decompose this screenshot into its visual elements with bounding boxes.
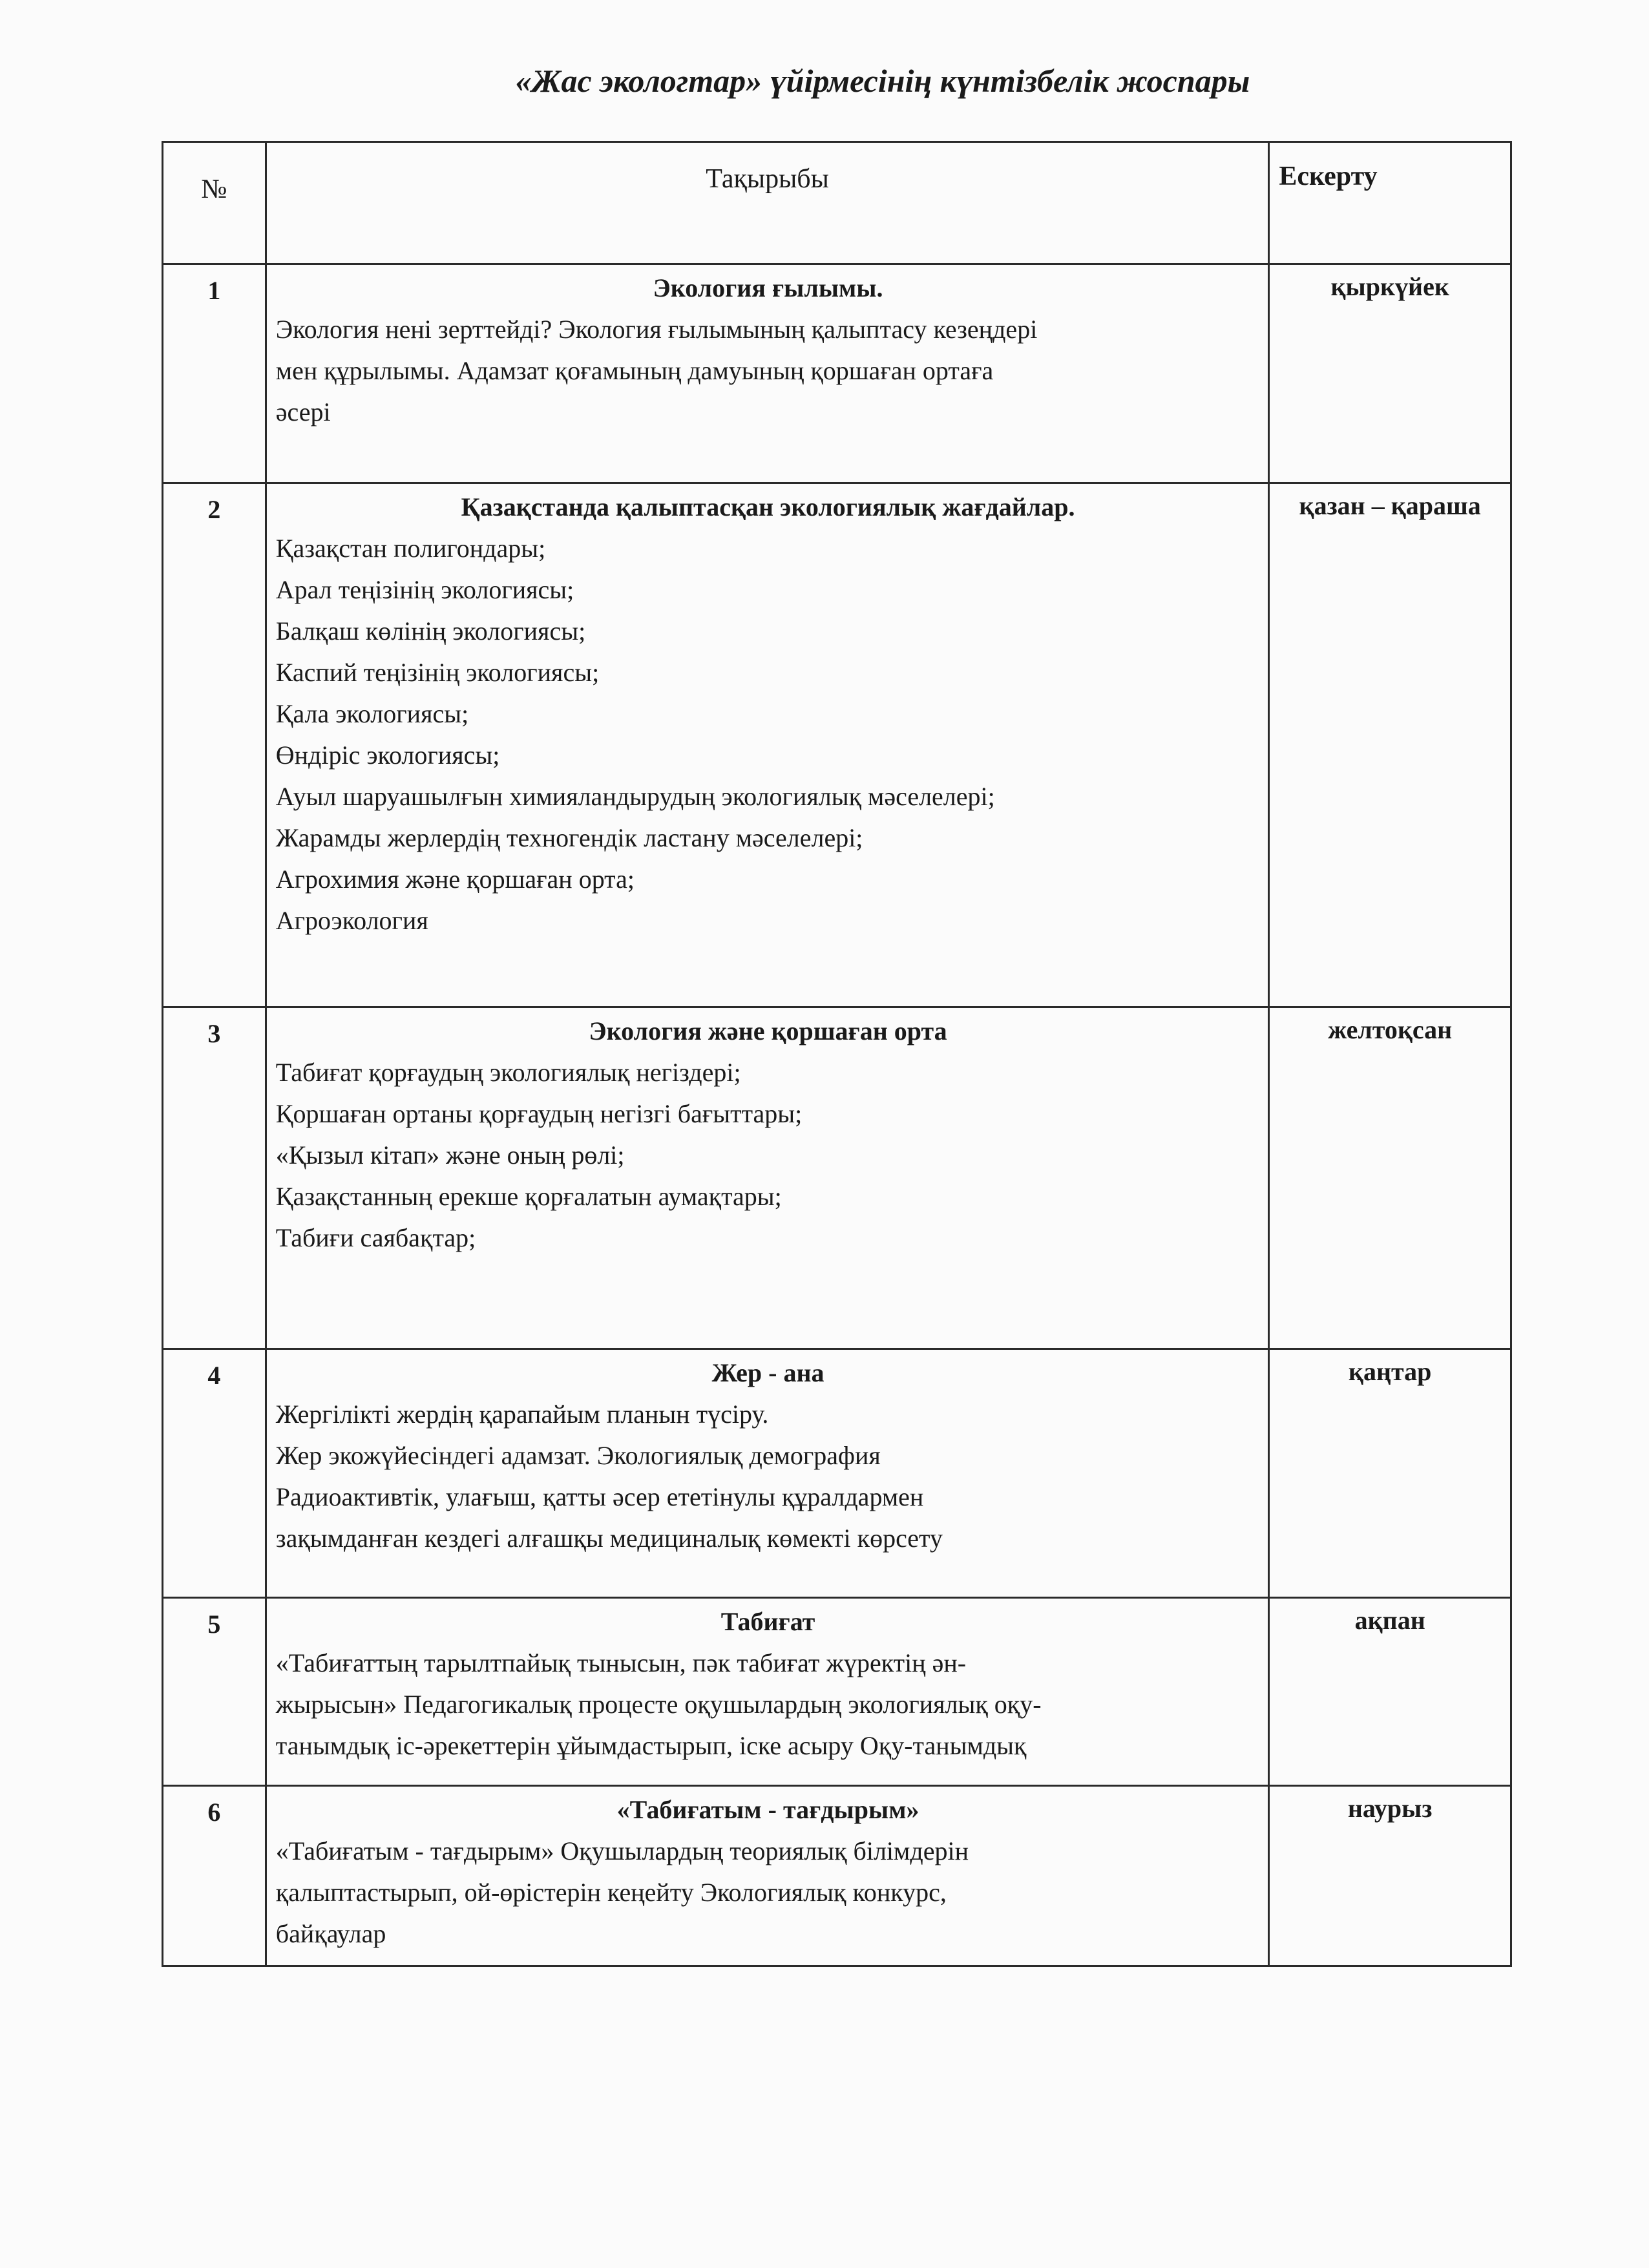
topic-line: Балқаш көлінің экологиясы; xyxy=(275,616,586,646)
row-note: қазан – қараша xyxy=(1269,483,1511,1007)
topic-line: Агрохимия және қоршаған орта; xyxy=(275,865,635,894)
topic-line: Қала экологиясы; xyxy=(275,699,469,728)
topic-line: Жер экожүйесіндегі адамзат. Экологиялық демография xyxy=(275,1441,881,1470)
row-note: қыркүйек xyxy=(1269,264,1511,483)
row-number: 1 xyxy=(163,264,266,483)
topic-line: Табиғи саябақтар; xyxy=(275,1223,476,1252)
row-topic xyxy=(266,264,1269,483)
table-row xyxy=(163,1007,1511,1349)
row-topic xyxy=(266,1786,1269,1966)
topic-line: Қазақстан полигондары; xyxy=(275,534,546,563)
topic-title: Экология ғылымы. xyxy=(653,273,883,302)
row-number: 6 xyxy=(163,1786,266,1966)
row-number: 3 xyxy=(163,1007,266,1349)
topic-line: Агроэкология xyxy=(275,906,428,935)
topic-title: «Табиғатым - тағдырым» xyxy=(616,1795,919,1824)
plan-table xyxy=(162,141,1512,1967)
row-number: 2 xyxy=(163,483,266,1007)
topic-line: танымдық іс-әрекеттерін ұйымдастырып, іске асыру Оқу-танымдық xyxy=(275,1731,1027,1760)
table-header-row xyxy=(163,142,1511,264)
topic-line: «Қызыл кітап» және оның рөлі; xyxy=(275,1140,625,1170)
header-number: № xyxy=(163,142,266,264)
topic-line: Жергілікті жердің қарапайым планын түсіру. xyxy=(275,1400,769,1429)
header-note: Ескерту xyxy=(1269,142,1511,264)
row-topic xyxy=(266,483,1269,1007)
row-topic xyxy=(266,1349,1269,1598)
table-row xyxy=(163,483,1511,1007)
header-topic: Тақырыбы xyxy=(266,142,1269,264)
topic-line: қалыптастырып, ой-өрістерін кеңейту Экологиялық конкурс, xyxy=(275,1878,947,1907)
topic-line: жырысын» Педагогикалық процесте оқушылардың экологиялық оқу- xyxy=(275,1690,1042,1719)
table-row xyxy=(163,1598,1511,1786)
table-row xyxy=(163,1349,1511,1598)
topic-line: Жарамды жерлердің техногендік ластану мәселелері; xyxy=(275,823,863,852)
row-note: желтоқсан xyxy=(1269,1007,1511,1349)
topic-line: Арал теңізінің экологиясы; xyxy=(275,575,574,604)
topic-line: «Табиғатым - тағдырым» Оқушылардың теориялық білімдерін xyxy=(275,1836,969,1865)
row-topic xyxy=(266,1007,1269,1349)
topic-line: Қазақстанның ерекше қорғалатын аумақтары; xyxy=(275,1182,782,1211)
row-number: 5 xyxy=(163,1598,266,1786)
page-title: «Жас экологтар» үйірмесінің күнтізбелік жоспары xyxy=(515,63,1250,99)
topic-line: мен құрылымы. Адамзат қоғамының дамуының қоршаған ортаға xyxy=(275,356,994,385)
topic-title: Экология және қоршаған орта xyxy=(589,1016,947,1045)
topic-line: байқаулар xyxy=(275,1919,386,1948)
topic-line: Өндіріс экологиясы; xyxy=(275,740,500,770)
topic-line: Қоршаған ортаны қорғаудың негізгі бағыттары; xyxy=(275,1099,803,1128)
topic-line: «Табиғаттың тарылтпайық тынысын, пәк табиғат жүректің ән- xyxy=(275,1648,967,1677)
topic-line: зақымданған кездегі алғашқы медициналық көмекті көрсету xyxy=(275,1524,943,1553)
table-row xyxy=(163,264,1511,483)
row-note: қаңтар xyxy=(1269,1349,1511,1598)
topic-line: Ауыл шаруашылғын химияландырудың экологиялық мәселелері; xyxy=(275,782,995,811)
topic-title: Қазақстанда қалыптасқан экологиялық жағдайлар. xyxy=(461,492,1075,521)
topic-line: Экология нені зерттейді? Экология ғылымының қалыптасу кезеңдері xyxy=(275,315,1038,344)
topic-line: Каспий теңізінің экологиясы; xyxy=(275,658,600,687)
topic-line: әсері xyxy=(275,397,331,426)
table-row xyxy=(163,1786,1511,1966)
row-topic xyxy=(266,1598,1269,1786)
row-note: наурыз xyxy=(1269,1786,1511,1966)
topic-title: Жер - ана xyxy=(711,1358,824,1387)
topic-title: Табиғат xyxy=(720,1607,815,1636)
row-number: 4 xyxy=(163,1349,266,1598)
topic-line: Радиоактивтік, улағыш, қатты әсер ететінулы құралдармен xyxy=(275,1482,924,1511)
row-note: ақпан xyxy=(1269,1598,1511,1786)
topic-line: Табиғат қорғаудың экологиялық негіздері; xyxy=(275,1058,741,1087)
